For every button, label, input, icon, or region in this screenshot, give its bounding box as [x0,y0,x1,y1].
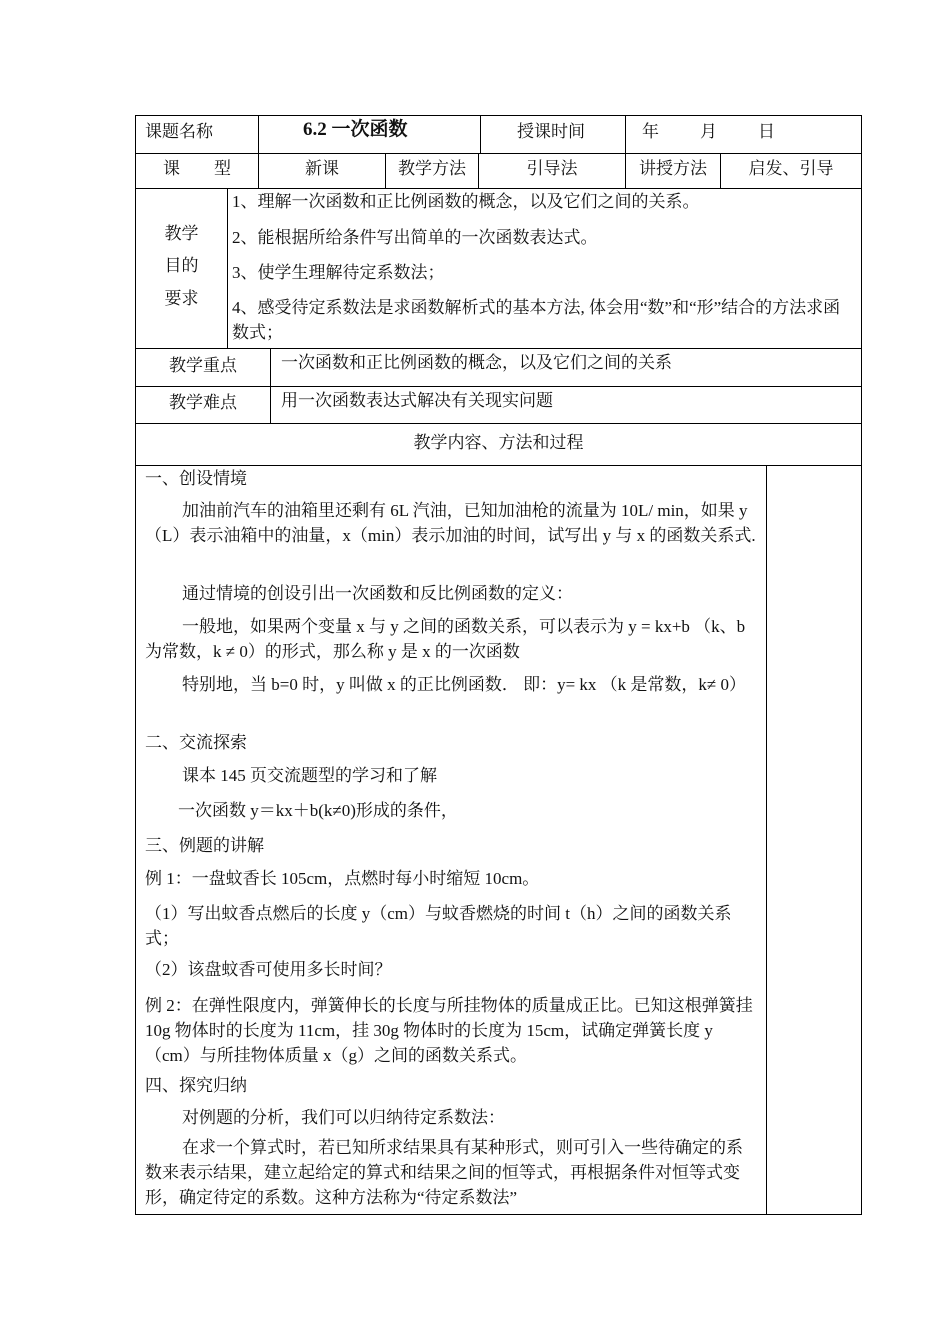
paragraph: 一次函数 y＝kx＋b(k≠0)形成的条件， [178,801,458,820]
vline [227,188,228,349]
content-title: 教学内容、方法和过程 [413,433,584,452]
objective-item: 3、使学生理解待定系数法； [232,263,445,282]
vline [480,115,481,153]
objective-item: 1、理解一次函数和正比例函数的概念，以及它们之间的关系。 [232,192,700,211]
key-point-label: 教学重点 [169,356,237,375]
vline [766,465,767,1215]
teach-value: 启发、引导 [748,159,834,178]
objectives-label-1: 教学 [164,224,199,243]
key-point-value: 一次函数和正比例函数的概念，以及它们之间的关系 [281,353,672,372]
hline [135,386,862,387]
section-title: 四、探究归纳 [145,1076,247,1095]
date-month: 月 [700,122,717,141]
paragraph: 通过情境的创设引出一次函数和反比例函数的定义： [182,584,573,603]
paragraph: 特别地，当 b=0 时，y 叫做 x 的正比例函数． 即：y= kx （k 是常数，k≠ 0） [182,675,747,694]
topic-value: 6.2 一次函数 [303,119,408,140]
type-label: 课 型 [163,159,231,178]
example-question: （1）写出蚊香点燃后的长度 y（cm）与蚊香燃烧的时间 t（h）之间的函数关系式； [145,904,732,948]
objective-item: 2、能根据所给条件写出简单的一次函数表达式。 [232,228,598,247]
date-day: 日 [758,122,775,141]
objective-item: 4、感受待定系数法是求函数解析式的基本方法, 体会用“数”和“形”结合的方法求函数式； [232,298,841,342]
example-question: （2）该盘蚊香可使用多长时间？ [145,960,392,979]
hline [135,153,862,154]
date-year: 年 [642,122,659,141]
example: 例 1：一盘蚊香长 105cm，点燃时每小时缩短 10cm。 [145,869,540,888]
hline [135,1214,862,1215]
hline [135,465,862,466]
time-label: 授课时间 [517,122,585,141]
difficulty-value: 用一次函数表达式解决有关现实问题 [281,391,553,410]
type-value: 新课 [305,159,339,178]
objectives-label-2: 目的 [164,256,199,275]
method-label: 教学方法 [398,159,466,178]
paragraph: 课本 145 页交流题型的学习和了解 [182,766,437,785]
hline [135,188,862,189]
paragraph: 对例题的分析，我们可以归纳待定系数法： [182,1108,505,1127]
hline [135,115,862,116]
topic-label: 课题名称 [145,122,213,141]
paragraph: 一般地，如果两个变量 x 与 y 之间的函数关系，可以表示为 y = kx+b （k、b 为常数，k ≠ 0）的形式，那么称 y 是 x 的一次函数 [145,617,746,661]
section-title: 三、例题的讲解 [145,836,264,855]
objectives-label-3: 要求 [164,289,199,308]
teach-label: 讲授方法 [639,159,707,178]
vline [135,115,136,1215]
method-value: 引导法 [526,159,578,178]
section-title: 一、创设情境 [145,469,247,488]
example: 例 2：在弹性限度内，弹簧伸长的长度与所挂物体的质量成正比。已知这根弹簧挂 10g 物体时的长度为 11cm，挂 30g 物体时的长度为 15cm，试确定弹簧长度 y（cm）与所挂物体质量 x（g）之间的函数关系式。 [145,996,753,1065]
paragraph: 加油前汽车的油箱里还剩有 6L 汽油，已知加油枪的流量为 10L/ min，如果 y（L）表示油箱中的油量，x（min）表示加油的时间，试写出 y 与 x 的函数关系式. [145,501,756,545]
paragraph: 在求一个算式时，若已知所求结果具有某种形式，则可引入一些待确定的系数来表示结果，建立起给定的算式和结果之间的恒等式，再根据条件对恒等式变形，确定待定的系数。这种方法称为“待定系数法” [145,1138,743,1207]
vline [270,348,271,424]
vline [861,115,862,1215]
section-title: 二、交流探索 [145,733,247,752]
hline [135,423,862,424]
hline [135,348,862,349]
difficulty-label: 教学难点 [169,393,237,412]
